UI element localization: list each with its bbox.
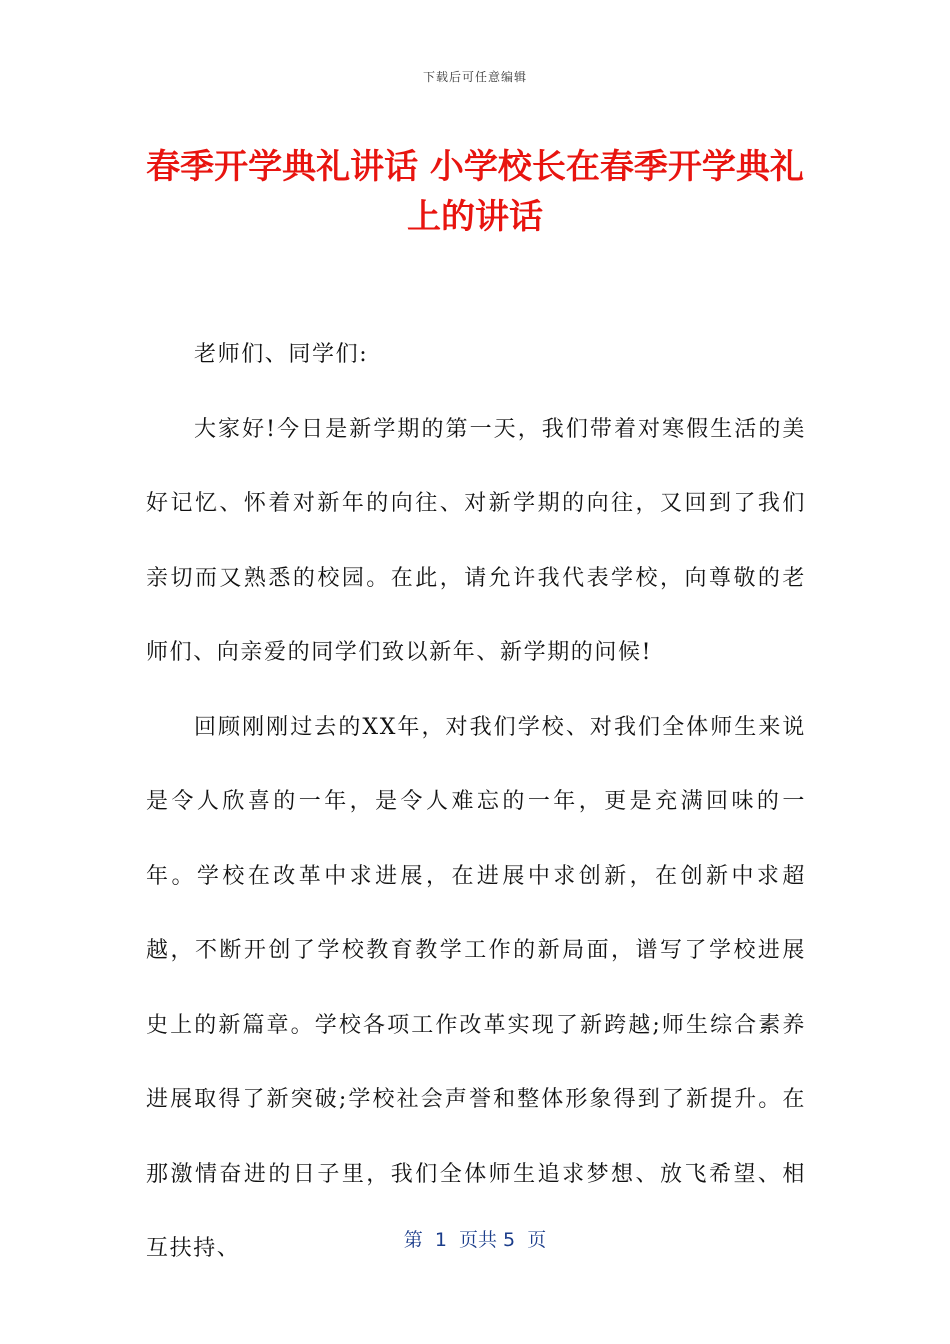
document-title: 春季开学典礼讲话 小学校长在春季开学典礼上的讲话 — [146, 147, 804, 237]
document-body — [146, 318, 806, 1287]
review-paragraph: 回顾刚刚过去的XX年，对我们学校、对我们全体师生来说是令人欣喜的一年，是令人难忘的一年，更是充满回味的一年。学校在改革中求进展，在进展中求创新，在创新中求超越，不断开创了学校教育教学工作的新局面，谱写了学校进展史上的新篇章。学校各项工作改革实现了新跨越;师生综合素养进展取得了新突破;学校社会声誉和整体形象得到了新提升。在那激情奋进的日子里，我们全体师生追求梦想、放飞希望、相互扶持、 — [146, 714, 806, 1261]
download-note: 下载后可任意编辑 — [422, 70, 527, 84]
salutation-paragraph: 老师们、同学们: — [194, 342, 369, 367]
greeting-paragraph: 大家好!今日是新学期的第一天，我们带着对寒假生活的美好记忆、怀着对新年的向往、对新学期的向往，又回到了我们亲切而又熟悉的校园。在此，请允许我代表学校，向尊敬的老师们、向亲爱的同学们致以新年、新学期的问候! — [146, 416, 806, 665]
page-number-footer: 第 1 页共 5 页 — [403, 1229, 547, 1251]
